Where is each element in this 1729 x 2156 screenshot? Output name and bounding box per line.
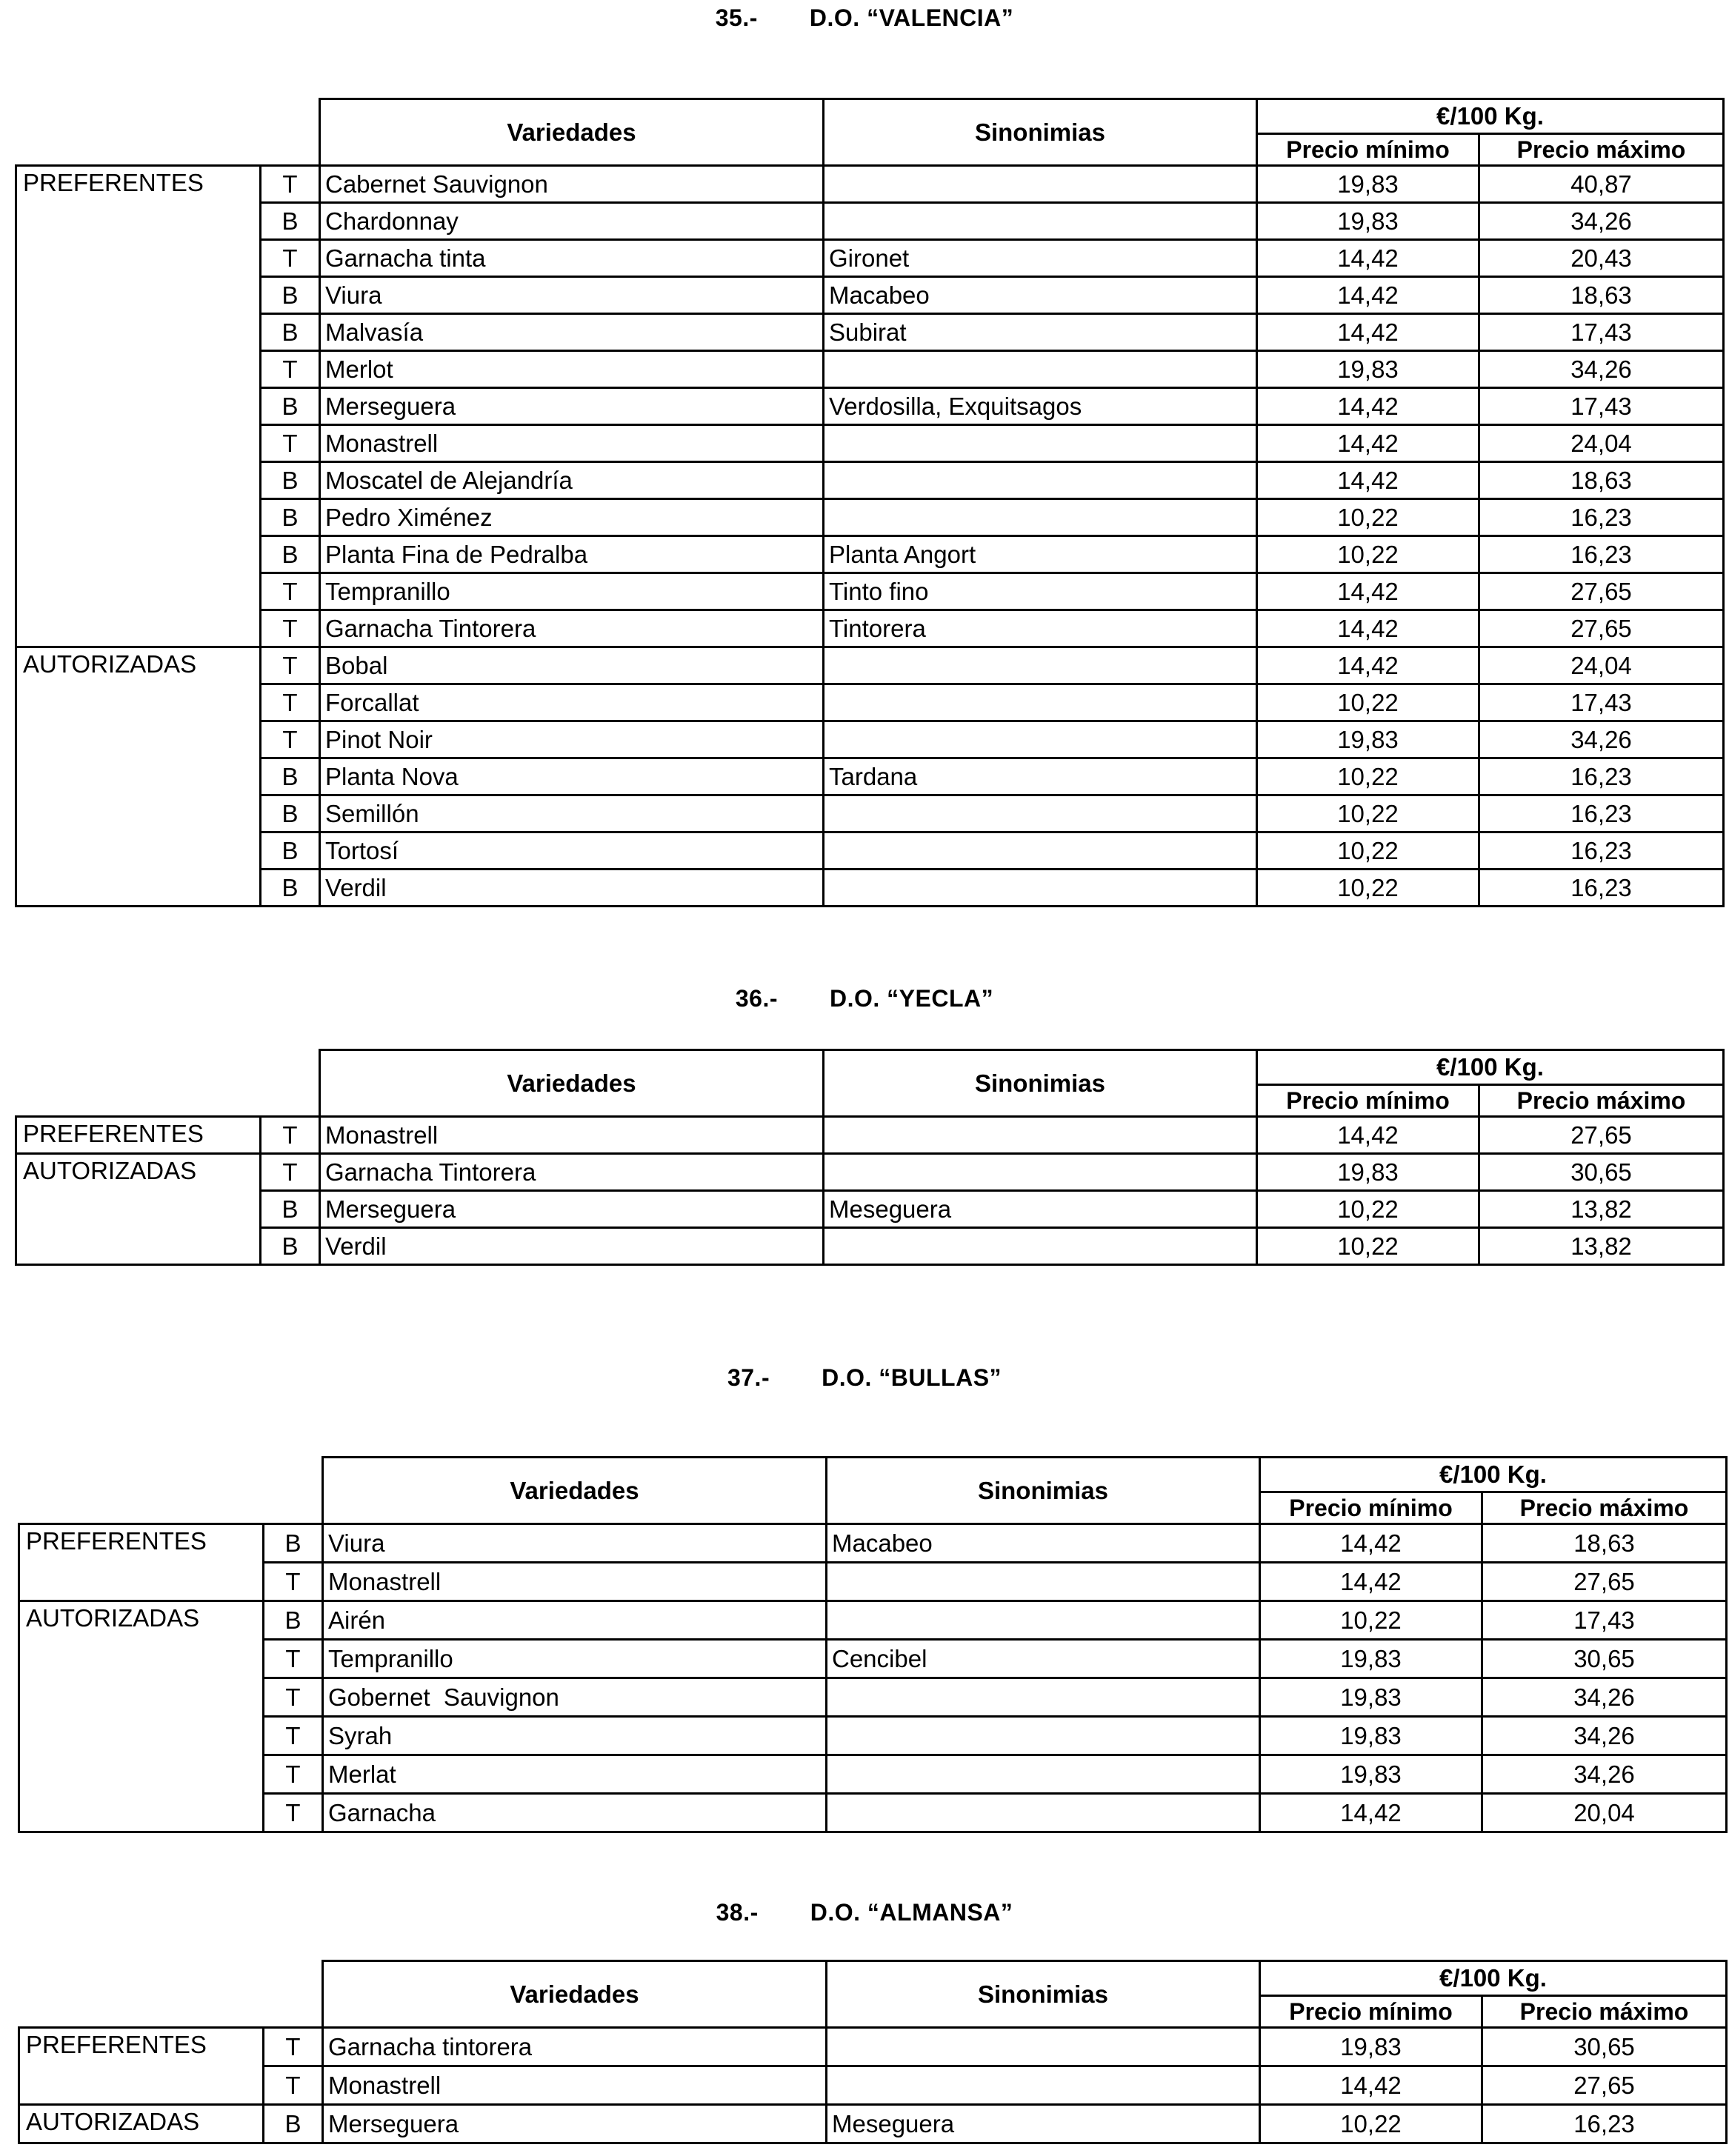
price-min-cell: 19,83 <box>1257 1154 1479 1191</box>
price-max-cell: 17,43 <box>1482 1601 1727 1640</box>
table-row <box>16 870 1724 907</box>
section-name: D.O. “VALENCIA” <box>809 4 1014 31</box>
synonym-cell <box>824 1154 1257 1191</box>
synonym-cell <box>827 1755 1260 1794</box>
section-number: 38.- <box>716 1899 759 1926</box>
price-max-cell: 34,26 <box>1479 203 1724 240</box>
price-max-cell: 27,65 <box>1479 610 1724 647</box>
price-max-cell: 18,63 <box>1479 462 1724 499</box>
synonym-cell: Planta Angort <box>824 536 1257 573</box>
synonym-cell <box>824 1117 1257 1154</box>
header-unit: €/100 Kg. <box>1260 1961 1727 1996</box>
variety-cell: Monastrell <box>323 1563 827 1601</box>
synonym-cell <box>824 721 1257 758</box>
synonym-cell: Verdosilla, Exquitsagos <box>824 388 1257 425</box>
table-row <box>16 758 1724 795</box>
variety-cell: Moscatel de Alejandría <box>320 462 824 499</box>
header-sinonimias: Sinonimias <box>824 99 1257 166</box>
price-min-cell: 10,22 <box>1260 1601 1482 1640</box>
color-cell: T <box>261 351 320 388</box>
section-title-bullas <box>0 1364 1729 1392</box>
color-cell: T <box>261 1117 320 1154</box>
table-row <box>19 1678 1727 1717</box>
synonym-cell: Cencibel <box>827 1640 1260 1678</box>
price-min-cell: 19,83 <box>1257 351 1479 388</box>
header-precio-minimo: Precio mínimo <box>1260 1492 1482 1524</box>
table-row <box>16 499 1724 536</box>
color-cell: B <box>261 795 320 832</box>
header-precio-maximo: Precio máximo <box>1482 1492 1727 1524</box>
synonym-cell <box>824 351 1257 388</box>
table-row <box>19 1563 1727 1601</box>
synonym-cell <box>824 795 1257 832</box>
price-max-cell: 34,26 <box>1482 1755 1727 1794</box>
synonym-cell <box>827 2028 1260 2066</box>
color-cell: B <box>261 536 320 573</box>
synonym-cell: Tinto fino <box>824 573 1257 610</box>
section-number: 35.- <box>715 4 758 31</box>
category-cell: AUTORIZADAS <box>19 1601 264 1832</box>
price-min-cell: 14,42 <box>1257 610 1479 647</box>
variety-cell: Airén <box>323 1601 827 1640</box>
price-min-cell: 19,83 <box>1257 166 1479 203</box>
color-cell: B <box>264 1524 323 1563</box>
header-blank <box>19 1961 323 2028</box>
header-precio-minimo: Precio mínimo <box>1257 1085 1479 1117</box>
price-table-valencia <box>15 98 1725 907</box>
table-row <box>16 203 1724 240</box>
price-max-cell: 27,65 <box>1479 573 1724 610</box>
price-min-cell: 14,42 <box>1257 647 1479 684</box>
price-max-cell: 27,65 <box>1479 1117 1724 1154</box>
synonym-cell: Meseguera <box>824 1191 1257 1228</box>
price-max-cell: 13,82 <box>1479 1191 1724 1228</box>
synonym-cell <box>824 647 1257 684</box>
section-title-almansa <box>0 1899 1729 1926</box>
price-min-cell: 14,42 <box>1257 1117 1479 1154</box>
color-cell: B <box>261 758 320 795</box>
price-max-cell: 24,04 <box>1479 647 1724 684</box>
table-row <box>19 1601 1727 1640</box>
variety-cell: Syrah <box>323 1717 827 1755</box>
variety-cell: Forcallat <box>320 684 824 721</box>
table-row <box>16 351 1724 388</box>
price-max-cell: 16,23 <box>1479 870 1724 907</box>
price-min-cell: 10,22 <box>1257 832 1479 870</box>
header-precio-minimo: Precio mínimo <box>1257 134 1479 166</box>
variety-cell: Verdil <box>320 1228 824 1265</box>
price-max-cell: 13,82 <box>1479 1228 1724 1265</box>
category-cell: PREFERENTES <box>16 166 261 647</box>
section-number: 36.- <box>735 985 778 1012</box>
variety-cell: Merlot <box>320 351 824 388</box>
table-row <box>16 721 1724 758</box>
price-min-cell: 14,42 <box>1257 573 1479 610</box>
variety-cell: Tempranillo <box>323 1640 827 1678</box>
header-sinonimias: Sinonimias <box>824 1050 1257 1117</box>
table-row <box>19 2028 1727 2066</box>
price-max-cell: 17,43 <box>1479 388 1724 425</box>
variety-cell: Chardonnay <box>320 203 824 240</box>
price-max-cell: 27,65 <box>1482 2066 1727 2105</box>
header-sinonimias: Sinonimias <box>827 1961 1260 2028</box>
price-min-cell: 10,22 <box>1257 758 1479 795</box>
price-min-cell: 14,42 <box>1257 277 1479 314</box>
header-unit: €/100 Kg. <box>1257 99 1724 134</box>
synonym-cell <box>824 870 1257 907</box>
section-title-yecla <box>0 985 1729 1012</box>
variety-cell: Merlat <box>323 1755 827 1794</box>
color-cell: T <box>261 1154 320 1191</box>
table-row <box>16 610 1724 647</box>
table-row <box>19 1755 1727 1794</box>
variety-cell: Cabernet Sauvignon <box>320 166 824 203</box>
table-row <box>16 166 1724 203</box>
table-row <box>16 240 1724 277</box>
synonym-cell: Tardana <box>824 758 1257 795</box>
price-table-almansa <box>18 1960 1728 2144</box>
header-precio-minimo: Precio mínimo <box>1260 1996 1482 2028</box>
header-variedades: Variedades <box>320 99 824 166</box>
variety-cell: Planta Fina de Pedralba <box>320 536 824 573</box>
price-max-cell: 27,65 <box>1482 1563 1727 1601</box>
table-row <box>16 1154 1724 1191</box>
color-cell: T <box>264 2066 323 2105</box>
table-row <box>16 1228 1724 1265</box>
synonym-cell <box>824 425 1257 462</box>
header-precio-maximo: Precio máximo <box>1482 1996 1727 2028</box>
category-cell: AUTORIZADAS <box>16 1154 261 1265</box>
header-variedades: Variedades <box>320 1050 824 1117</box>
category-cell: PREFERENTES <box>19 1524 264 1601</box>
price-max-cell: 34,26 <box>1479 351 1724 388</box>
section-title-valencia <box>0 4 1729 32</box>
table-row <box>16 684 1724 721</box>
color-cell: T <box>264 1563 323 1601</box>
color-cell: T <box>261 240 320 277</box>
price-max-cell: 17,43 <box>1479 684 1724 721</box>
price-max-cell: 30,65 <box>1479 1154 1724 1191</box>
variety-cell: Tortosí <box>320 832 824 870</box>
price-max-cell: 16,23 <box>1482 2105 1727 2143</box>
color-cell: T <box>261 721 320 758</box>
header-blank <box>16 99 320 166</box>
synonym-cell: Macabeo <box>824 277 1257 314</box>
price-max-cell: 34,26 <box>1482 1717 1727 1755</box>
variety-cell: Garnacha tintorera <box>323 2028 827 2066</box>
color-cell: T <box>264 1717 323 1755</box>
section-name: D.O. “BULLAS” <box>822 1364 1002 1391</box>
table-row <box>19 1640 1727 1678</box>
table-row <box>16 388 1724 425</box>
category-cell: AUTORIZADAS <box>19 2105 264 2143</box>
price-min-cell: 10,22 <box>1257 870 1479 907</box>
category-cell: PREFERENTES <box>16 1117 261 1154</box>
header-variedades: Variedades <box>323 1458 827 1524</box>
synonym-cell <box>824 832 1257 870</box>
color-cell: T <box>264 2028 323 2066</box>
price-max-cell: 30,65 <box>1482 1640 1727 1678</box>
price-min-cell: 19,83 <box>1257 721 1479 758</box>
color-cell: B <box>261 1228 320 1265</box>
color-cell: T <box>264 1678 323 1717</box>
variety-cell: Malvasía <box>320 314 824 351</box>
price-max-cell: 16,23 <box>1479 536 1724 573</box>
table-row <box>16 277 1724 314</box>
section-name: D.O. “ALMANSA” <box>810 1899 1013 1926</box>
price-max-cell: 24,04 <box>1479 425 1724 462</box>
variety-cell: Garnacha <box>323 1794 827 1832</box>
price-max-cell: 34,26 <box>1482 1678 1727 1717</box>
table-row <box>16 536 1724 573</box>
price-max-cell: 18,63 <box>1479 277 1724 314</box>
price-min-cell: 14,42 <box>1257 240 1479 277</box>
synonym-cell <box>827 1563 1260 1601</box>
synonym-cell: Tintorera <box>824 610 1257 647</box>
variety-cell: Verdil <box>320 870 824 907</box>
price-max-cell: 34,26 <box>1479 721 1724 758</box>
header-blank <box>19 1458 323 1524</box>
price-min-cell: 10,22 <box>1257 684 1479 721</box>
color-cell: B <box>261 870 320 907</box>
table-row <box>16 573 1724 610</box>
price-min-cell: 14,42 <box>1257 425 1479 462</box>
synonym-cell <box>824 166 1257 203</box>
price-min-cell: 19,83 <box>1260 1640 1482 1678</box>
table-row <box>19 1717 1727 1755</box>
variety-cell: Bobal <box>320 647 824 684</box>
table-row <box>19 2105 1727 2143</box>
color-cell: B <box>261 203 320 240</box>
table-row <box>19 2066 1727 2105</box>
table-row <box>16 647 1724 684</box>
header-precio-maximo: Precio máximo <box>1479 134 1724 166</box>
color-cell: B <box>261 462 320 499</box>
price-max-cell: 16,23 <box>1479 795 1724 832</box>
synonym-cell: Macabeo <box>827 1524 1260 1563</box>
synonym-cell <box>824 1228 1257 1265</box>
table-row <box>19 1524 1727 1563</box>
color-cell: T <box>264 1794 323 1832</box>
color-cell: T <box>261 573 320 610</box>
header-precio-maximo: Precio máximo <box>1479 1085 1724 1117</box>
color-cell: B <box>261 832 320 870</box>
synonym-cell <box>827 2066 1260 2105</box>
table-row <box>16 1191 1724 1228</box>
color-cell: B <box>261 277 320 314</box>
price-max-cell: 18,63 <box>1482 1524 1727 1563</box>
price-min-cell: 14,42 <box>1257 462 1479 499</box>
variety-cell: Planta Nova <box>320 758 824 795</box>
variety-cell: Merseguera <box>323 2105 827 2143</box>
color-cell: B <box>261 314 320 351</box>
section-name: D.O. “YECLA” <box>830 985 994 1012</box>
price-min-cell: 19,83 <box>1260 1678 1482 1717</box>
header-blank <box>16 1050 320 1117</box>
variety-cell: Semillón <box>320 795 824 832</box>
price-max-cell: 16,23 <box>1479 499 1724 536</box>
price-min-cell: 10,22 <box>1257 795 1479 832</box>
price-table-yecla <box>15 1049 1725 1266</box>
synonym-cell <box>827 1601 1260 1640</box>
section-number: 37.- <box>727 1364 770 1391</box>
color-cell: T <box>264 1755 323 1794</box>
price-max-cell: 40,87 <box>1479 166 1724 203</box>
price-max-cell: 16,23 <box>1479 758 1724 795</box>
synonym-cell <box>824 499 1257 536</box>
color-cell: B <box>264 2105 323 2143</box>
variety-cell: Pedro Ximénez <box>320 499 824 536</box>
price-min-cell: 19,83 <box>1257 203 1479 240</box>
synonym-cell: Gironet <box>824 240 1257 277</box>
price-max-cell: 20,43 <box>1479 240 1724 277</box>
price-min-cell: 14,42 <box>1260 2066 1482 2105</box>
synonym-cell: Meseguera <box>827 2105 1260 2143</box>
price-min-cell: 14,42 <box>1260 1524 1482 1563</box>
synonym-cell <box>827 1794 1260 1832</box>
variety-cell: Merseguera <box>320 1191 824 1228</box>
price-max-cell: 17,43 <box>1479 314 1724 351</box>
price-min-cell: 10,22 <box>1257 499 1479 536</box>
synonym-cell <box>824 203 1257 240</box>
table-row <box>16 462 1724 499</box>
header-unit: €/100 Kg. <box>1257 1050 1724 1085</box>
price-min-cell: 14,42 <box>1257 388 1479 425</box>
header-unit: €/100 Kg. <box>1260 1458 1727 1492</box>
table-row <box>16 795 1724 832</box>
color-cell: T <box>261 425 320 462</box>
price-min-cell: 10,22 <box>1260 2105 1482 2143</box>
header-sinonimias: Sinonimias <box>827 1458 1260 1524</box>
color-cell: B <box>261 388 320 425</box>
price-max-cell: 20,04 <box>1482 1794 1727 1832</box>
price-min-cell: 19,83 <box>1260 1717 1482 1755</box>
category-cell: AUTORIZADAS <box>16 647 261 907</box>
variety-cell: Monastrell <box>320 425 824 462</box>
price-min-cell: 10,22 <box>1257 536 1479 573</box>
variety-cell: Gobernet Sauvignon <box>323 1678 827 1717</box>
variety-cell: Monastrell <box>323 2066 827 2105</box>
price-max-cell: 30,65 <box>1482 2028 1727 2066</box>
price-min-cell: 19,83 <box>1260 2028 1482 2066</box>
category-cell: PREFERENTES <box>19 2028 264 2105</box>
price-min-cell: 19,83 <box>1260 1755 1482 1794</box>
table-row <box>16 314 1724 351</box>
synonym-cell <box>824 684 1257 721</box>
price-min-cell: 14,42 <box>1260 1563 1482 1601</box>
synonym-cell <box>827 1678 1260 1717</box>
price-min-cell: 14,42 <box>1260 1794 1482 1832</box>
color-cell: B <box>264 1601 323 1640</box>
price-min-cell: 10,22 <box>1257 1228 1479 1265</box>
color-cell: T <box>261 610 320 647</box>
variety-cell: Pinot Noir <box>320 721 824 758</box>
header-variedades: Variedades <box>323 1961 827 2028</box>
variety-cell: Garnacha Tintorera <box>320 1154 824 1191</box>
synonym-cell <box>827 1717 1260 1755</box>
synonym-cell <box>824 462 1257 499</box>
table-row <box>16 832 1724 870</box>
price-min-cell: 10,22 <box>1257 1191 1479 1228</box>
color-cell: T <box>261 684 320 721</box>
color-cell: T <box>261 647 320 684</box>
table-row <box>19 1794 1727 1832</box>
table-row <box>16 425 1724 462</box>
price-min-cell: 14,42 <box>1257 314 1479 351</box>
color-cell: B <box>261 1191 320 1228</box>
color-cell: T <box>261 166 320 203</box>
price-max-cell: 16,23 <box>1479 832 1724 870</box>
color-cell: T <box>264 1640 323 1678</box>
synonym-cell: Subirat <box>824 314 1257 351</box>
variety-cell: Merseguera <box>320 388 824 425</box>
price-table-bullas <box>18 1456 1728 1833</box>
variety-cell: Viura <box>323 1524 827 1563</box>
color-cell: B <box>261 499 320 536</box>
variety-cell: Garnacha Tintorera <box>320 610 824 647</box>
variety-cell: Tempranillo <box>320 573 824 610</box>
variety-cell: Viura <box>320 277 824 314</box>
variety-cell: Garnacha tinta <box>320 240 824 277</box>
table-row <box>16 1117 1724 1154</box>
variety-cell: Monastrell <box>320 1117 824 1154</box>
